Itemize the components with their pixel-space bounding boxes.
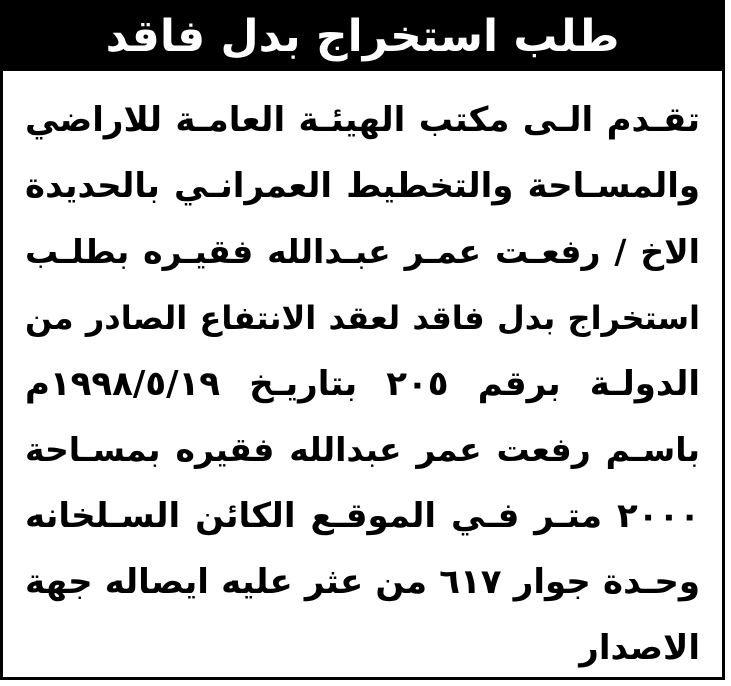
notice-line: الاخ / رفعـت عمـر عبـدالله فقيـره بطلـب [25,232,700,271]
notice-header [3,3,722,71]
notice-line: وحـدة جوار ٦١٧ من عثر عليه ايصاله جهة [25,562,700,602]
notice-line: باسـم رفعت عمر عبدالله فقيره بمسـاحة [25,430,700,469]
notice-title: طلب استخراج بدل فاقد [105,11,620,62]
notice-line: تقـدم الـى مكتب الهيئـة العامـة للاراضي [25,100,700,140]
notice-line: ٢٠٠٠ متـر فـي الموقـع الكائن السـلخانه [25,496,700,536]
notice-line: الاصدار [579,628,700,668]
notice-line: استخراج بدل فاقد لعقد الانتفاع الصادر من [25,299,700,337]
notice-line: والمسـاحة والتخطيط العمرانـي بالحديدة [25,166,700,206]
notice-line: الدولـة برقم ٢٠٥ بتاريـخ ١٩٩٨/٥/١٩م [25,364,700,404]
notice-body [25,87,700,681]
